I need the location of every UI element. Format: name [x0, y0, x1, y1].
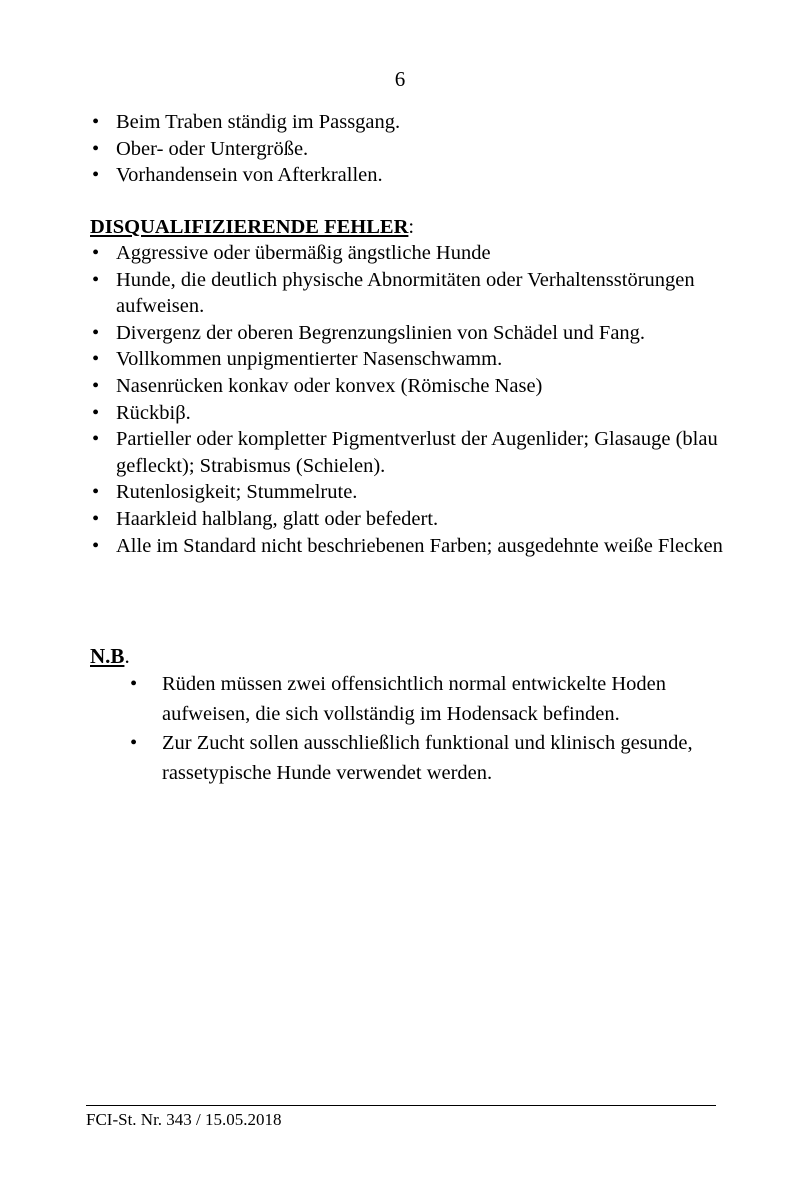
list-item: • Rutenlosigkeit; Stummelrute.	[86, 479, 726, 506]
list-item: • Rückbiβ.	[86, 400, 726, 427]
heading-text: N.B	[90, 644, 125, 668]
list-item: • Haarkleid halblang, glatt oder befedert.	[86, 506, 726, 533]
disqualifying-faults-list	[86, 240, 726, 559]
disqualifying-faults-heading	[90, 214, 414, 240]
list-item: • Ober- oder Untergröße.	[86, 136, 746, 163]
heading-text: DISQUALIFIZIERENDE FEHLER	[90, 216, 409, 238]
list-item: • Zur Zucht sollen ausschließlich funktional und klinisch gesunde, rassetypische Hunde verwendet werden.	[130, 729, 720, 788]
list-item: • Vollkommen unpigmentierter Nasenschwamm.	[86, 346, 726, 373]
list-item: • Beim Traben ständig im Passgang.	[86, 109, 746, 136]
heading-colon: :	[408, 216, 415, 238]
list-item: • Hunde, die deutlich physische Abnormitäten oder Verhaltensstörungen aufweisen.	[86, 267, 726, 320]
list-item: • Nasenrücken konkav oder konvex (Römische Nase)	[86, 373, 726, 400]
list-item: • Rüden müssen zwei offensichtlich normal entwickelte Hoden aufweisen, die sich vollständig im Hodensack befinden.	[130, 670, 720, 729]
page-number: 6	[394, 67, 406, 91]
footer-divider	[86, 1105, 716, 1106]
list-item: • Alle im Standard nicht beschriebenen Farben; ausgedehnte weiße Flecken	[86, 533, 726, 560]
list-item: • Divergenz der oberen Begrenzungslinien von Schädel und Fang.	[86, 320, 726, 347]
nb-heading	[90, 643, 130, 669]
heading-period: .	[124, 644, 130, 668]
list-item: • Vorhandensein von Afterkrallen.	[86, 162, 746, 189]
nb-list	[130, 670, 720, 788]
footer-reference: FCI-St. Nr. 343 / 15.05.2018	[86, 1110, 282, 1129]
faults-list	[86, 109, 746, 189]
list-item: • Partieller oder kompletter Pigmentverlust der Augenlider; Glasauge (blau gefleckt); Strabismus (Schielen).	[86, 426, 726, 479]
list-item: • Aggressive oder übermäßig ängstliche Hunde	[86, 240, 726, 267]
